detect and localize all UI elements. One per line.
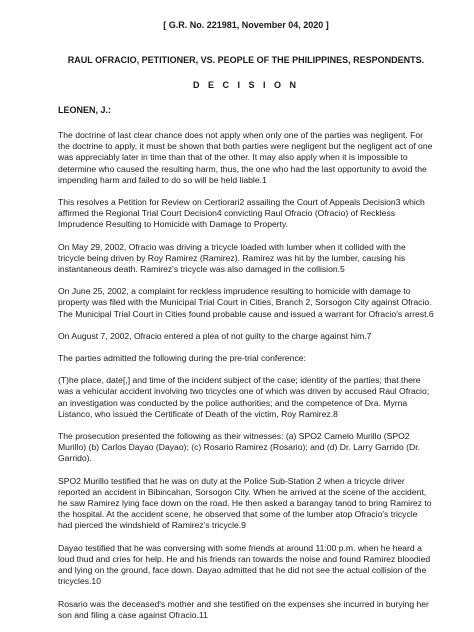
case-number: [ G.R. No. 221981, November 04, 2020 ] — [163, 20, 329, 30]
paragraph-witnesses: The prosecution presented the following as their witnesses: (a) SPO2 Camelo Murillo (SPO2 Murillo) (b) Carlos Dayao (Dayao); (c) Rosario Ramirez (Rosario); and (d) Dr. Larry Garrido (Dr. Garrido). — [58, 431, 420, 464]
paragraph-plea: On August 7, 2002, Ofracio entered a plea of not guilty to the charge against him.7 — [58, 330, 372, 341]
paragraph-pretrial-intro: The parties admitted the following during the pre-trial conference: — [58, 353, 306, 364]
case-parties: RAUL OFRACIO, PETITIONER, VS. PEOPLE OF THE PHILIPPINES, RESPONDENTS. — [67, 55, 425, 65]
paragraph-petition: This resolves a Petition for Review on Certiorari2 assailing the Court of Appeals Decision3 which affirmed the Regional Trial Court Decision4 convicting Raul Ofracio (Ofracio) of Reckless Imprudence Resulting to Homicide with Damage to Property. — [58, 197, 425, 230]
paragraph-rosario-testimony: Rosario was the deceased's mother and she testified on the expenses she incurred in burying her son and filing a case against Ofracio.11 — [58, 598, 429, 620]
paragraph-incident: On May 29, 2002, Ofracio was driving a tricycle loaded with lumber when it collided with the tricycle being driven by Roy Ramirez (Ramirez). Ramirez was hit by the lumber, causing his instantaneous death. Ramirez's tricycle was also damaged in the collision.5 — [58, 241, 406, 275]
ponente: LEONEN, J.: — [58, 105, 112, 115]
paragraph-complaint: On June 25, 2002, a complaint for reckless imprudence resulting to homicide with damage to property was filed with the Municipal Trial Court in Cities, Branch 2, Sorsogon City against Ofracio. The Municipal Trial Court in Cities found probable cause and issued a warrant for Ofracio's arrest.6 — [58, 286, 434, 319]
paragraph-murillo-testimony: SPO2 Murillo testified that he was on duty at the Police Sub-Station 2 when a tricycle driver reported an accident in Bibincahan, Sorsogon City. When he arrived at the scene of the accident, he saw Ramirez lying face down on the road. He then asked a barangay tanod to bring Ramirez to the hospital. At the accident scene, he observed that some of the lumber atop Ofracio's tricycle had pierced the windshield of Ramirez's tricycle.9 — [58, 475, 432, 531]
decision-heading: D E C I S I O N — [192, 80, 299, 90]
paragraph-stipulations: (T)he place, date[,] and time of the incident subject of the case; identity of the parties; that there was a vehicular accident involving two tricycles one of which was driven by accused Raul Ofracio; an investigation was conducted by the police authorities; and the competence of Dra. Myrna Listanco, who issued the Certificate of Death of the victim, Roy Ramirez.8 — [58, 375, 430, 419]
paragraph-dayao-testimony: Dayao testified that he was conversing with some friends at around 11:00 p.m. when he heard a loud thud and cries for help. He and his friends ran towards the noise and found Ramirez bloodied and lying on the ground, face down. Dayao admitted that he did not see the actual collision of the tricycles.10 — [58, 542, 431, 587]
paragraph-doctrine: The doctrine of last clear chance does not apply when only one of the parties was negligent. For the doctrine to apply, it must be shown that both parties were negligent but the negligent act of one was appreciably later in time than that of the other. It may also apply when it is impossible to determine who caused the resulting harm, thus, the one who had the last opportunity to avoid the impending harm and failed to do so will be held liable.1 — [58, 130, 433, 185]
